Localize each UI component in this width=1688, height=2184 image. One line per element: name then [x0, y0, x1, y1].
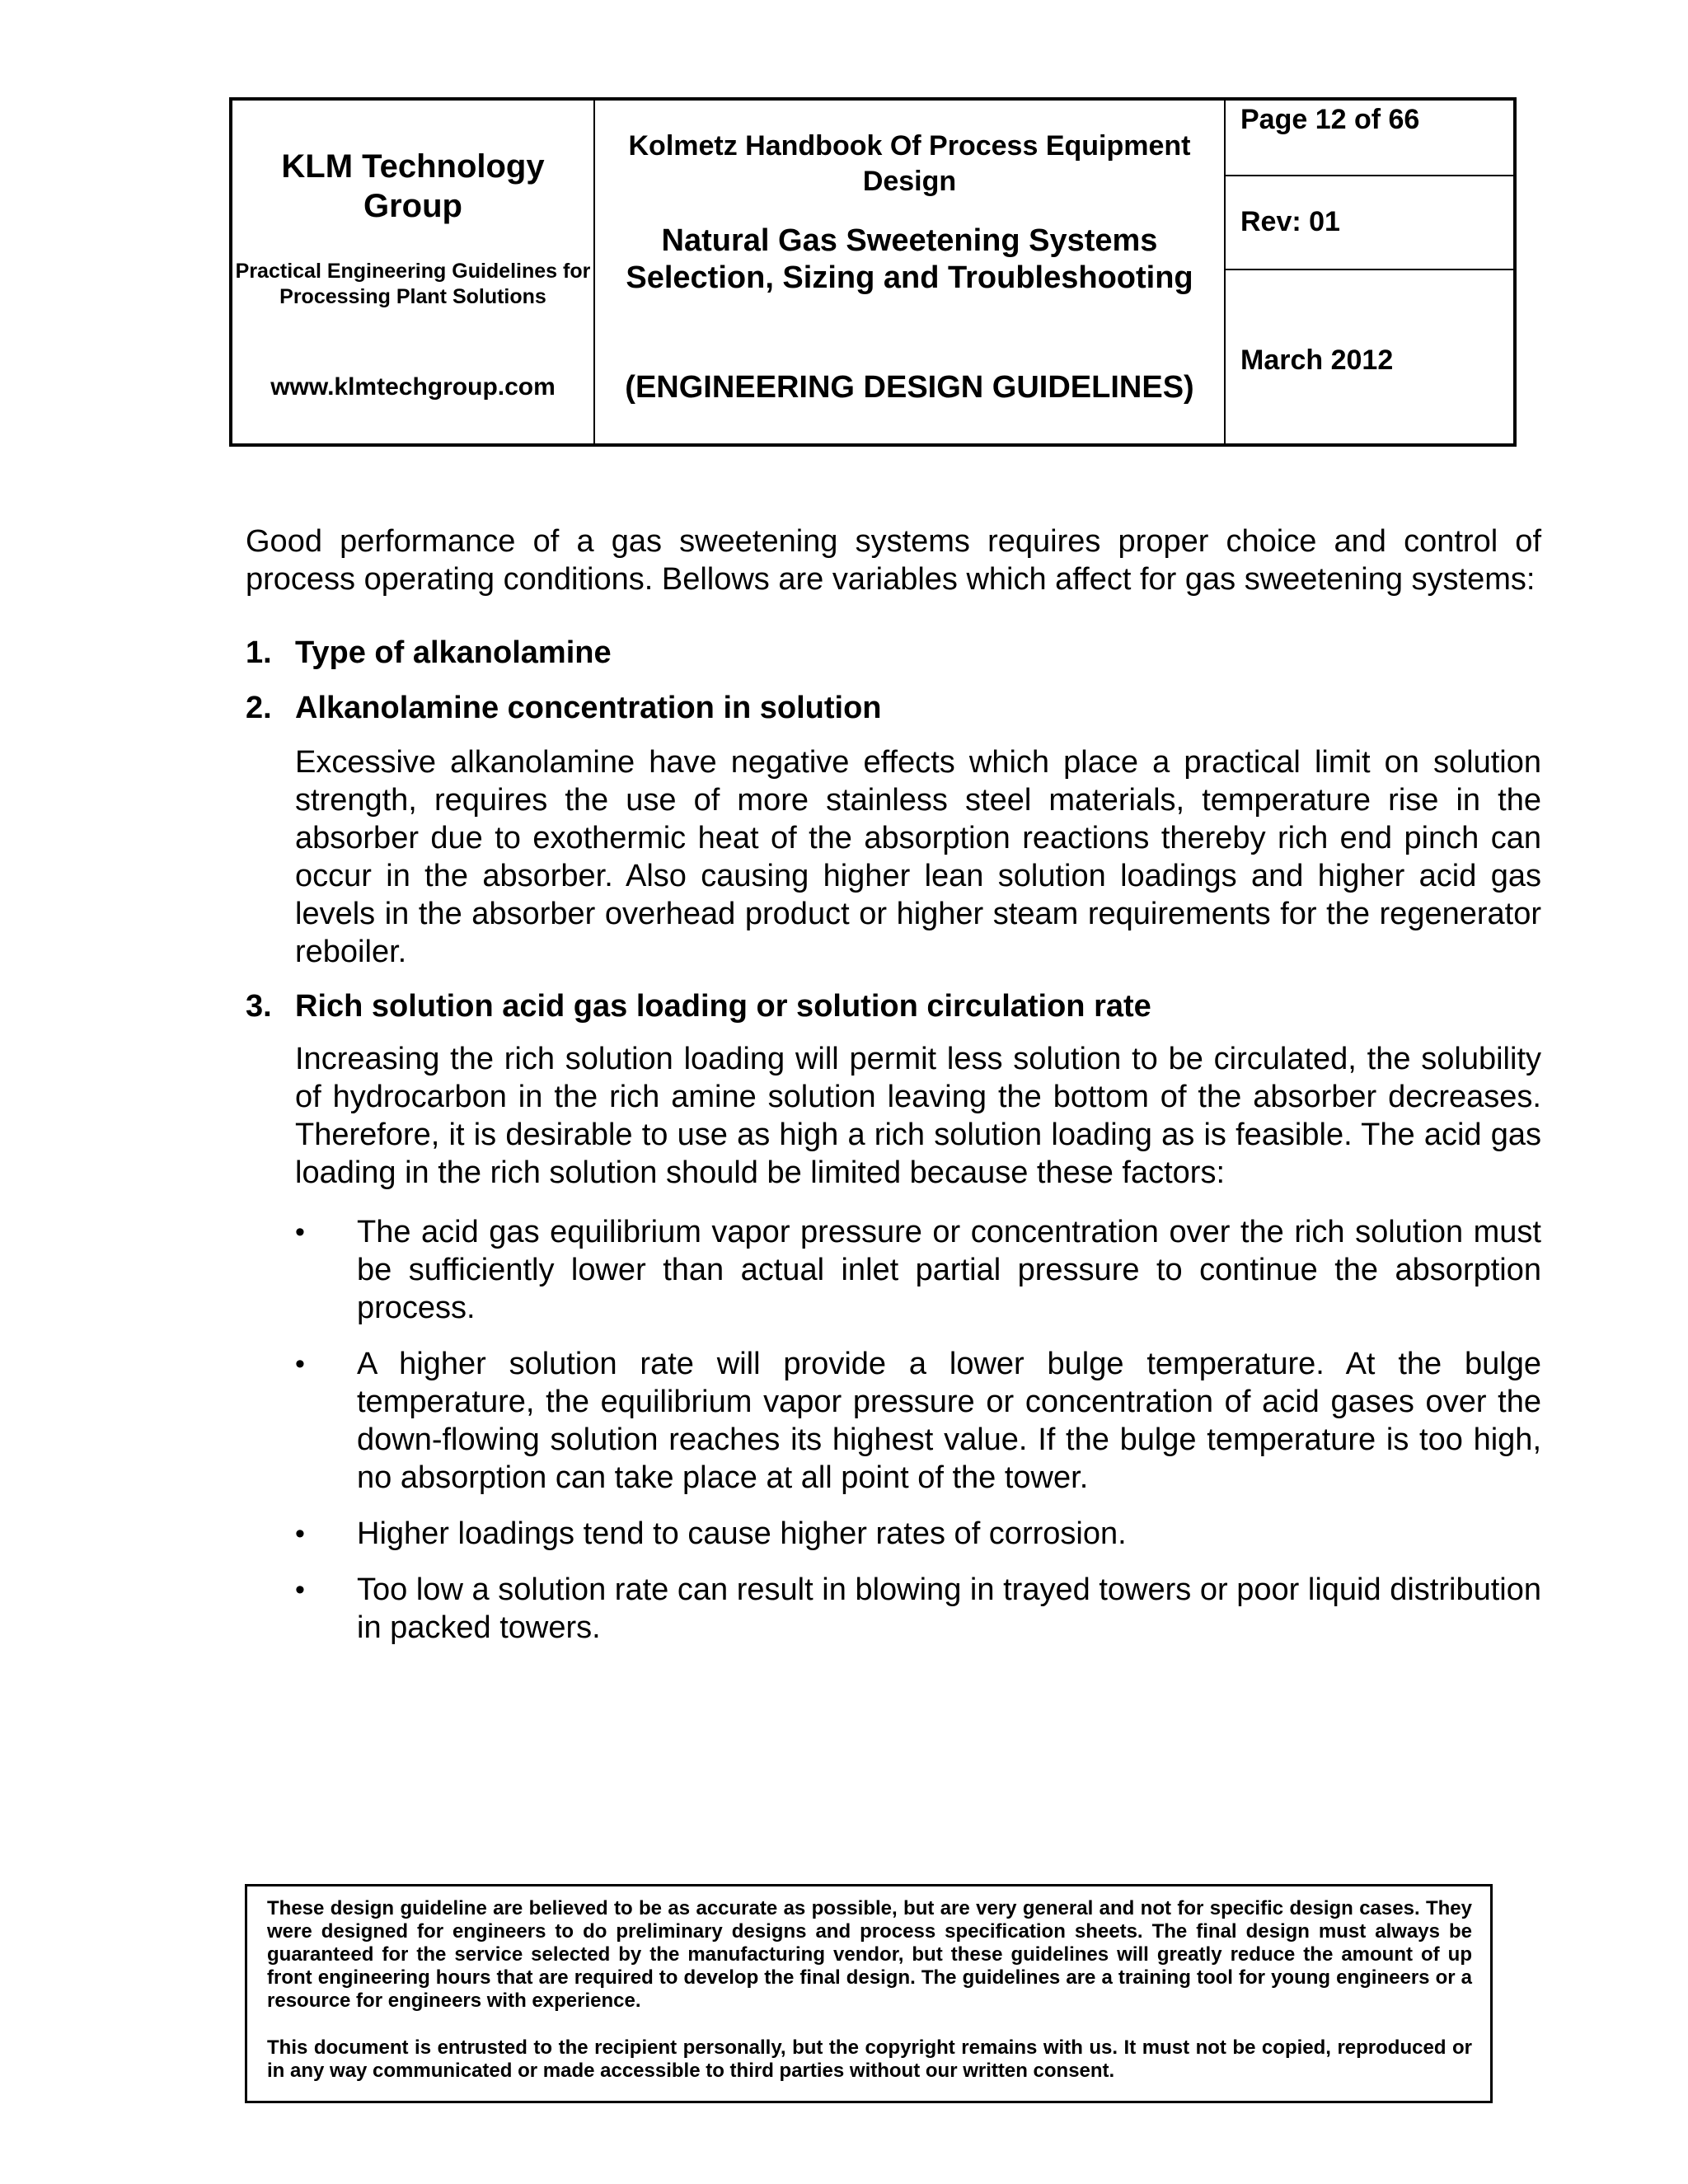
disclaimer-box	[245, 1884, 1493, 2103]
bullet-item	[295, 1213, 1541, 1327]
bullet-dot-icon: •	[295, 1348, 305, 1380]
list-item-number: 2.	[246, 691, 272, 725]
document-header	[229, 97, 1517, 447]
page-number: Page 12 of 66	[1226, 101, 1513, 176]
bullet-item	[295, 1571, 1541, 1647]
intro-paragraph: Good performance of a gas sweetening systems requires proper choice and control of process operating conditions. Bellows are variables which affect for gas sweetening systems:	[246, 524, 1541, 597]
revision-number: Rev: 01	[1226, 176, 1513, 270]
bullet-item	[295, 1345, 1541, 1497]
copyright-text: This document is entrusted to the recipient personally, but the copyright remains with us. It must not be copied, reproduced or in any way communicated or made accessible to third parties without our written consent.	[267, 2036, 1472, 2082]
list-item-heading	[246, 987, 1541, 1025]
guideline-type: (ENGINEERING DESIGN GUIDELINES)	[625, 370, 1194, 405]
header-title-cell	[595, 101, 1226, 443]
company-name: KLM Technology Group	[281, 148, 545, 224]
bullet-text: Too low a solution rate can result in blowing in trayed towers or poor liquid distribution in packed towers.	[357, 1572, 1541, 1645]
company-tagline: Practical Engineering Guidelines for Processing Plant Solutions	[235, 260, 591, 308]
list-item-title: Rich solution acid gas loading or solution circulation rate	[295, 989, 1151, 1024]
list-item-number: 3.	[246, 989, 272, 1024]
document-title: Natural Gas Sweetening Systems Selection, Sizing and Troubleshooting	[626, 223, 1193, 295]
list-item-paragraph: Increasing the rich solution loading will permit less solution to be circulated, the solubility of hydrocarbon in the rich amine solution leaving the bottom of the absorber decreases. Therefore, it is desirable to use as high a rich solution loading as is feasible. The acid gas loading in the rich solution should be limited because these factors:	[295, 1042, 1541, 1190]
bullet-text: Higher loadings tend to cause higher rates of corrosion.	[357, 1516, 1127, 1551]
bullet-dot-icon: •	[295, 1518, 305, 1549]
factor-bullet-list	[295, 1213, 1541, 1647]
bullet-dot-icon: •	[295, 1574, 305, 1605]
list-item-heading	[246, 634, 1541, 672]
list-item-title: Alkanolamine concentration in solution	[295, 691, 882, 725]
list-item-title: Type of alkanolamine	[295, 635, 612, 670]
list-item-paragraph: Excessive alkanolamine have negative effects which place a practical limit on solution strength, requires the use of more stainless steel materials, temperature rise in the absorber due to exothermic heat of the absorption reactions thereby rich end pinch can occur in the absorber. Also causing higher lean solution loadings and higher acid gas levels in the absorber overhead product or higher steam requirements for the regenerator reboiler.	[295, 745, 1541, 969]
bullet-item	[295, 1515, 1541, 1553]
header-company-cell	[232, 101, 595, 443]
list-item-number: 1.	[246, 635, 272, 670]
header-meta-cell	[1226, 101, 1513, 443]
bullet-dot-icon: •	[295, 1216, 305, 1248]
document-date: March 2012	[1240, 344, 1394, 376]
bullet-text: A higher solution rate will provide a lower bulge temperature. At the bulge temperature, the equilibrium vapor pressure or concentration of acid gases over the down-flowing solution reaches its highest value. If the bulge temperature is too high, no absorption can take place at all point of the tower.	[357, 1347, 1541, 1495]
disclaimer-text: These design guideline are believed to be as accurate as possible, but are very general and not for specific design cases. They were designed for engineers to do preliminary designs and process specification sheets. The final design must always be guaranteed for the service selected by the manufacturing vendor, but these guidelines will greatly reduce the amount of up front engineering hours that are required to develop the final design. The guidelines are a training tool for young engineers or a resource for engineers with experience.	[267, 1897, 1472, 2012]
list-item-heading	[246, 689, 1541, 727]
handbook-title: Kolmetz Handbook Of Process Equipment Design	[628, 130, 1191, 197]
company-website: www.klmtechgroup.com	[270, 373, 556, 401]
document-body	[246, 523, 1541, 1665]
bullet-text: The acid gas equilibrium vapor pressure or concentration over the rich solution must be sufficiently lower than actual inlet partial pressure to continue the absorption process.	[357, 1215, 1541, 1325]
